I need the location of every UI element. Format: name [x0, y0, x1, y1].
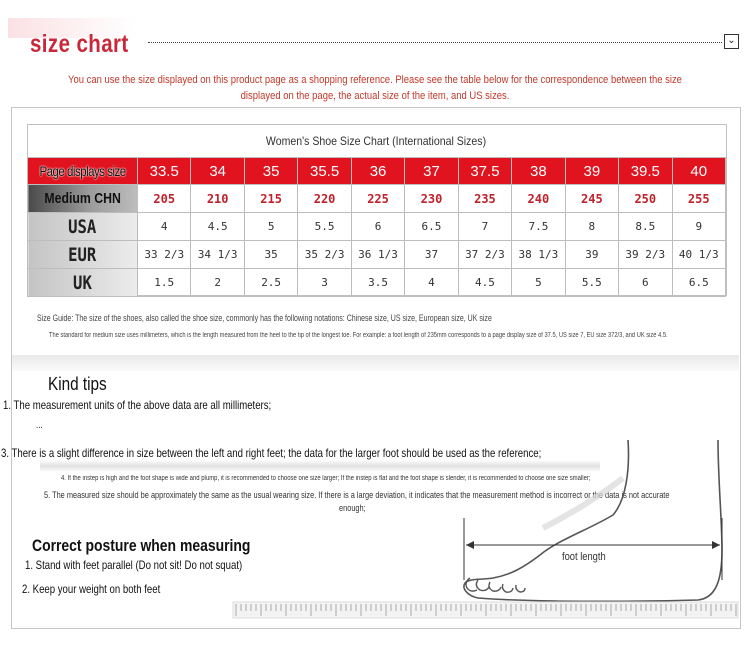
foot-outline [464, 440, 722, 601]
us-size-row [28, 213, 726, 241]
size-cell: 37 [405, 241, 458, 269]
section-divider [12, 355, 739, 371]
row-label-text: USA [68, 215, 97, 238]
size-cell: 3.5 [351, 269, 404, 297]
size-cell: 35 [244, 241, 297, 269]
size-cell: 5 [244, 213, 297, 241]
size-cell: 34 1/3 [191, 241, 244, 269]
size-cell: 220 [298, 185, 351, 213]
size-cell: 36 [351, 158, 404, 185]
size-cell: 37 2/3 [458, 241, 511, 269]
standard-note: The standard for medium size uses millimeters, which is the length measured from the heel to the tip of the longest toe. For example: a foot length of 235mm corresponds to a page display size of 37.5, US size 7, EU size 372/3, and UK size 4.5. [49, 332, 668, 339]
size-cell: 230 [405, 185, 458, 213]
size-cell: 38 1/3 [512, 241, 565, 269]
row-label [28, 241, 138, 269]
size-cell: 235 [458, 185, 511, 213]
size-cell: 35 2/3 [298, 241, 351, 269]
size-cell: 39 [565, 158, 618, 185]
tip-4: 4. If the instep is high and the foot shape is wide and plump, it is recommended to choose one size larger; If the instep is flat and the foot shape is slender, it is recommended to choose one size smaller; [61, 475, 591, 482]
row-label [28, 269, 138, 297]
kind-tips-title: Kind tips [48, 374, 107, 394]
size-cell: 34 [191, 158, 244, 185]
size-cell: 37.5 [458, 158, 511, 185]
size-cell: 39.5 [619, 158, 672, 185]
size-cell: 39 2/3 [619, 241, 672, 269]
chevron-down-icon[interactable]: ⌄ [724, 34, 739, 49]
foot-length-label: foot length [562, 551, 606, 563]
size-cell: 33.5 [138, 158, 191, 185]
size-cell: 37 [405, 158, 458, 185]
size-cell: 4.5 [458, 269, 511, 297]
size-cell: 40 [672, 158, 725, 185]
size-cell: 250 [619, 185, 672, 213]
size-cell: 7.5 [512, 213, 565, 241]
page-size-row [28, 158, 726, 185]
size-cell: 245 [565, 185, 618, 213]
row-label [28, 158, 138, 185]
size-cell: 205 [138, 185, 191, 213]
row-label [28, 213, 138, 241]
title-divider [148, 42, 722, 43]
size-cell: 8 [565, 213, 618, 241]
size-cell: 36 1/3 [351, 241, 404, 269]
size-cell: 7 [458, 213, 511, 241]
size-cell: 240 [512, 185, 565, 213]
size-cell: 5.5 [565, 269, 618, 297]
size-cell: 9 [672, 213, 725, 241]
row-label [28, 185, 138, 213]
size-cell: 40 1/3 [672, 241, 725, 269]
row-label-text: Medium CHN [44, 190, 121, 207]
size-cell: 33 2/3 [138, 241, 191, 269]
size-cell: 5.5 [298, 213, 351, 241]
size-cell: 39 [565, 241, 618, 269]
posture-step-2: 2. Keep your weight on both feet [22, 582, 161, 596]
size-cell: 225 [351, 185, 404, 213]
tip-2: ... [36, 420, 43, 431]
tip-5: 5. The measured size should be approximately the same as the usual wearing size. If there is a large deviation, it indicates that the measurement method is incorrect or the data is not accurate [44, 490, 670, 500]
size-cell: 255 [672, 185, 725, 213]
row-label-text: EUR [68, 243, 97, 266]
tip-3: 3. There is a slight difference in size between the left and right feet; the data for the larger foot should be used as the reference; [1, 446, 542, 460]
size-cell: 38 [512, 158, 565, 185]
size-guide-note: Size Guide: The size of the shoes, also called the shoe size, commonly has the following notations: Chinese size, US size, European size, UK size [37, 313, 492, 323]
uk-size-row [28, 269, 726, 297]
size-cell: 4 [405, 269, 458, 297]
size-cell: 6.5 [672, 269, 725, 297]
size-cell: 6 [351, 213, 404, 241]
size-cell: 6 [619, 269, 672, 297]
row-label-text: UK [73, 271, 92, 294]
size-cell: 210 [191, 185, 244, 213]
size-cell: 35 [244, 158, 297, 185]
tip-1: 1. The measurement units of the above data are all millimeters; [3, 398, 272, 412]
tip-5-continued: enough; [339, 503, 366, 513]
size-cell: 4 [138, 213, 191, 241]
foot-measurement-illustration [228, 430, 743, 625]
size-cell: 5 [512, 269, 565, 297]
intro-text: You can use the size displayed on this product page as a shopping reference. Please see the table below for the correspondence between the size displayed on the page, the actual size of the item, and US sizes. [68, 74, 682, 102]
eu-size-row [28, 241, 726, 269]
size-cell: 2 [191, 269, 244, 297]
size-table [27, 157, 726, 297]
size-cell: 215 [244, 185, 297, 213]
size-cell: 8.5 [619, 213, 672, 241]
size-cell: 35.5 [298, 158, 351, 185]
size-cell: 3 [298, 269, 351, 297]
size-cell: 4.5 [191, 213, 244, 241]
size-cell: 2.5 [244, 269, 297, 297]
chn-size-row [28, 185, 726, 213]
size-cell: 6.5 [405, 213, 458, 241]
posture-step-1: 1. Stand with feet parallel (Do not sit! Do not squat) [25, 558, 243, 572]
size-cell: 1.5 [138, 269, 191, 297]
page-title: size chart [30, 30, 129, 58]
row-label-text: Page displays size [39, 163, 126, 179]
ruler [233, 602, 738, 618]
posture-title: Correct posture when measuring [32, 536, 251, 555]
table-title: Women's Shoe Size Chart (International Sizes) [265, 134, 487, 148]
